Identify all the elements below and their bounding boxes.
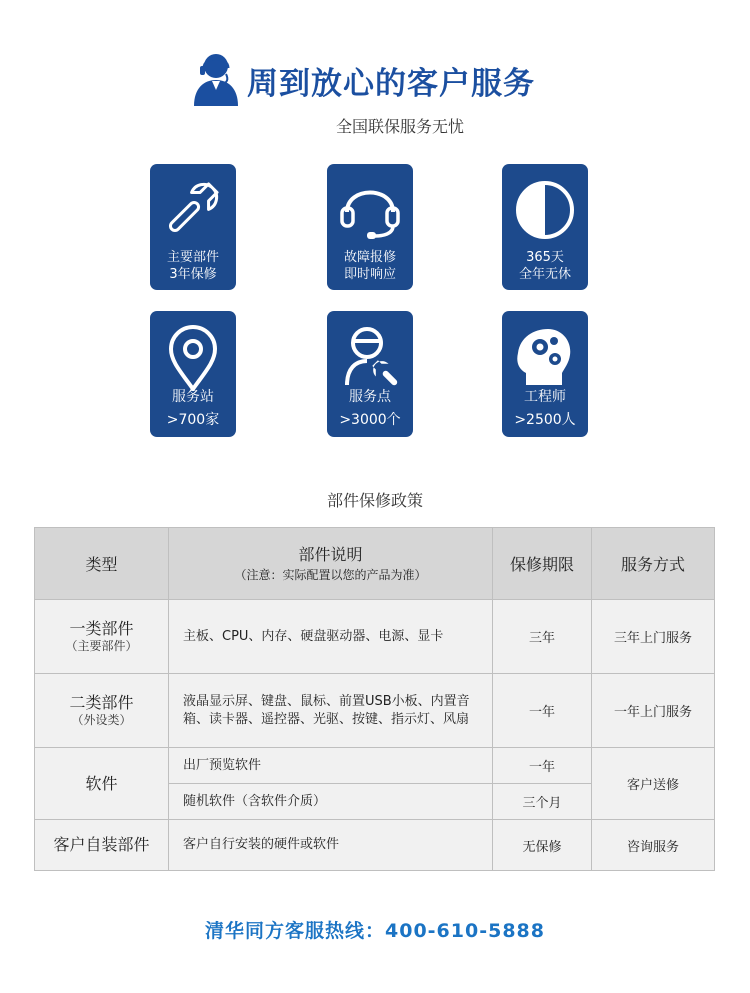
headset-icon: [327, 170, 413, 246]
table-row: [35, 600, 715, 674]
half-circle-icon: [502, 170, 588, 246]
table-row: [35, 674, 715, 748]
header-desc-note: （注意：实际配置以您的产品为准）: [234, 567, 427, 582]
type-label: 一类部件: [69, 619, 134, 638]
location-pin-icon: [150, 317, 236, 393]
header-period: 保修期限: [493, 528, 592, 600]
table-header-row: [35, 528, 715, 600]
tile-line1: 主要部件: [166, 250, 219, 265]
row-period: 无保修: [493, 820, 592, 871]
row-service: 一年上门服务: [592, 674, 715, 748]
row-period: 一年: [493, 748, 592, 784]
tile-line2: >3000个: [339, 412, 401, 428]
tile-line2: >700家: [166, 412, 220, 428]
wrench-icon: [150, 170, 236, 246]
row-desc: 随机软件（含软件介质）: [169, 784, 493, 820]
row-service: 客户送修: [592, 748, 715, 820]
type-note: （主要部件）: [65, 639, 138, 653]
header: [0, 48, 750, 108]
row-type: 客户自装部件: [35, 820, 169, 871]
tile-service-points: [327, 311, 413, 437]
type-label: 二类部件: [69, 693, 134, 712]
policy-title: 部件保修政策: [326, 491, 423, 510]
row-type: [35, 600, 169, 674]
header-type: 类型: [35, 528, 169, 600]
page-title: 周到放心的客户服务: [247, 66, 535, 102]
row-service: 咨询服务: [592, 820, 715, 871]
row-desc: 主板、CPU、内存、硬盘驱动器、电源、显卡: [169, 600, 493, 674]
row-type: 软件: [35, 748, 169, 820]
header-service: 服务方式: [592, 528, 715, 600]
tile-365-days: [502, 164, 588, 290]
tile-line2: 全年无休: [518, 267, 571, 282]
tile-line1: 365天: [526, 250, 564, 265]
tile-line1: 服务点: [349, 389, 391, 405]
page-subtitle: 全国联保服务无忧: [335, 117, 464, 136]
tile-line2: 即时响应: [343, 267, 396, 282]
tile-line1: 服务站: [172, 389, 214, 405]
tile-line1: 工程师: [524, 389, 566, 405]
hotline: 清华同方客服热线：400-610-5888: [205, 920, 545, 942]
tile-line2: 3年保修: [169, 267, 217, 282]
warranty-policy-table: [34, 527, 715, 871]
row-desc: 液晶显示屏、键盘、鼠标、前置USB小板、内置音箱、读卡器、遥控器、光驱、按键、指示灯、风扇: [169, 674, 493, 748]
tile-service-stations: [150, 311, 236, 437]
table-row: [35, 748, 715, 784]
row-period: 一年: [493, 674, 592, 748]
tile-line2: >2500人: [514, 412, 576, 428]
tile-engineers: [502, 311, 588, 437]
header-desc-label: 部件说明: [298, 544, 363, 564]
row-desc: 出厂预览软件: [169, 748, 493, 784]
gear-head-icon: [502, 317, 588, 393]
tile-main-parts-warranty: [150, 164, 236, 290]
row-type: [35, 674, 169, 748]
customer-agent-icon: [190, 50, 242, 106]
row-period: 三个月: [493, 784, 592, 820]
row-period: 三年: [493, 600, 592, 674]
tile-fault-report: [327, 164, 413, 290]
tile-line1: 故障报修: [343, 250, 396, 265]
technician-icon: [327, 317, 413, 393]
table-row: [35, 820, 715, 871]
row-service: 三年上门服务: [592, 600, 715, 674]
row-desc: 客户自行安装的硬件或软件: [169, 820, 493, 871]
type-note: （外设类）: [71, 713, 132, 727]
header-desc: [169, 528, 493, 600]
